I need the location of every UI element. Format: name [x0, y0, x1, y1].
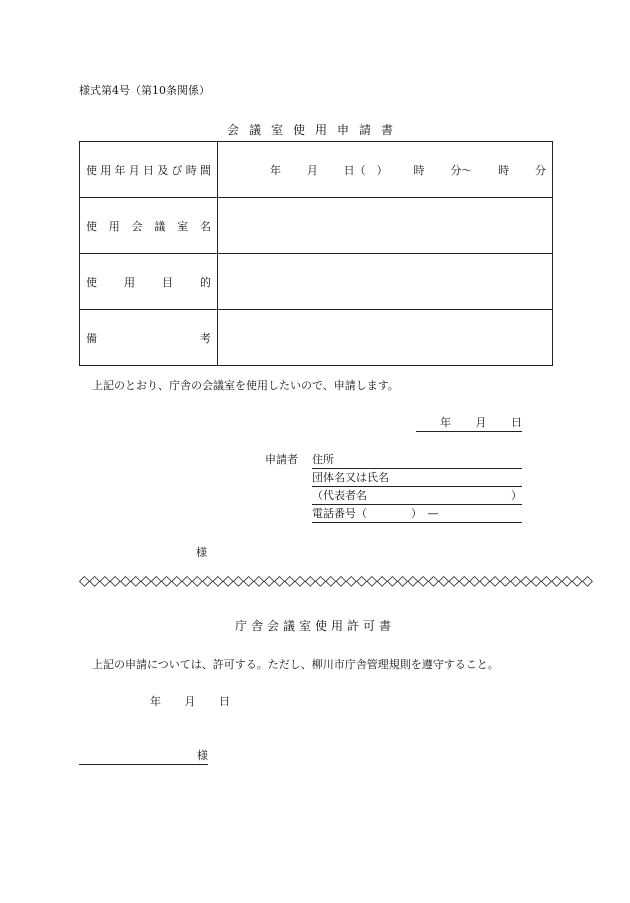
form-number: 様式第4号（第10条関係） — [79, 84, 210, 97]
permit-title: 庁舎会議室使用許可書 — [234, 619, 395, 633]
datetime-part: 分～ — [450, 163, 473, 177]
permit-text: 上記の申請については、許可する。ただし、柳川市庁舎管理規則を遵守すること。 — [92, 658, 499, 671]
datetime-part: 日（ ） — [343, 163, 388, 177]
name-field[interactable]: 団体名又は氏名 — [312, 469, 522, 487]
label-purpose — [80, 254, 218, 310]
label-char: 間 — [200, 163, 211, 177]
phone-field[interactable]: 電話番号（ ） — — [312, 505, 522, 523]
representative-close: ） — [511, 489, 522, 502]
datetime-part: 時 — [498, 163, 510, 177]
label-char: 日 — [143, 163, 154, 177]
declaration-text: 上記のとおり、庁舎の会議室を使用したいので、申請します。 — [92, 379, 399, 392]
datetime-part: 時 — [413, 163, 425, 177]
label-char: 室 — [177, 219, 189, 233]
label-usage-datetime — [80, 142, 218, 198]
application-table — [79, 141, 553, 366]
label-char: び — [171, 163, 183, 177]
label-char: 用 — [124, 275, 135, 289]
table-row — [80, 142, 553, 198]
permit-addressee[interactable]: 様 — [79, 747, 208, 765]
label-char: 使 — [86, 163, 97, 177]
representative-label: （代表者名 — [312, 489, 367, 502]
room-name-field[interactable] — [218, 198, 553, 254]
applicant-label: 申請者 — [265, 453, 298, 466]
application-title: 会議室使用申請書 — [226, 123, 403, 137]
date-part: 月 — [184, 695, 196, 708]
label-char: 時 — [185, 163, 197, 177]
datetime-part: 月 — [306, 163, 318, 177]
purpose-field[interactable] — [218, 254, 553, 310]
representative-field[interactable] — [312, 487, 522, 505]
label-remarks — [80, 310, 218, 366]
remarks-field[interactable] — [218, 310, 553, 366]
date-part: 日 — [219, 695, 230, 708]
table-row — [80, 254, 553, 310]
separator-line: ◇◇◇◇◇◇◇◇◇◇◇◇◇◇◇◇◇◇◇◇◇◇◇◇◇◇◇◇◇◇◇◇◇◇◇◇◇◇◇◇◇◇◇◇◇◇◇◇◇◇ — [79, 573, 593, 589]
date-part: 月 — [475, 416, 487, 429]
date-part: 年 — [150, 695, 161, 708]
label-char: 用 — [108, 219, 120, 233]
label-char: 用 — [100, 163, 112, 177]
datetime-part: 年 — [270, 163, 281, 177]
label-char: 及 — [157, 163, 169, 177]
label-char: 会 — [131, 219, 143, 233]
date-part: 年 — [440, 416, 451, 429]
label-char: 考 — [200, 331, 211, 345]
table-row — [80, 198, 553, 254]
label-char: 使 — [86, 219, 97, 233]
date-part: 日 — [511, 416, 522, 429]
usage-datetime-field[interactable] — [218, 142, 553, 198]
label-char: 月 — [128, 163, 140, 177]
label-char: 年 — [114, 163, 126, 177]
label-char: 名 — [199, 219, 211, 233]
label-char: 議 — [154, 219, 166, 233]
datetime-part: 分 — [534, 163, 546, 177]
application-date[interactable] — [416, 414, 522, 432]
table-row — [80, 310, 553, 366]
label-char: 的 — [200, 275, 211, 289]
label-char: 使 — [86, 275, 97, 289]
address-field[interactable]: 住所 — [312, 451, 522, 469]
label-char: 備 — [86, 331, 97, 345]
addressee-honorific: 様 — [196, 546, 207, 559]
permit-date[interactable] — [150, 693, 230, 709]
label-char: 目 — [162, 275, 173, 289]
label-room-name — [80, 198, 218, 254]
